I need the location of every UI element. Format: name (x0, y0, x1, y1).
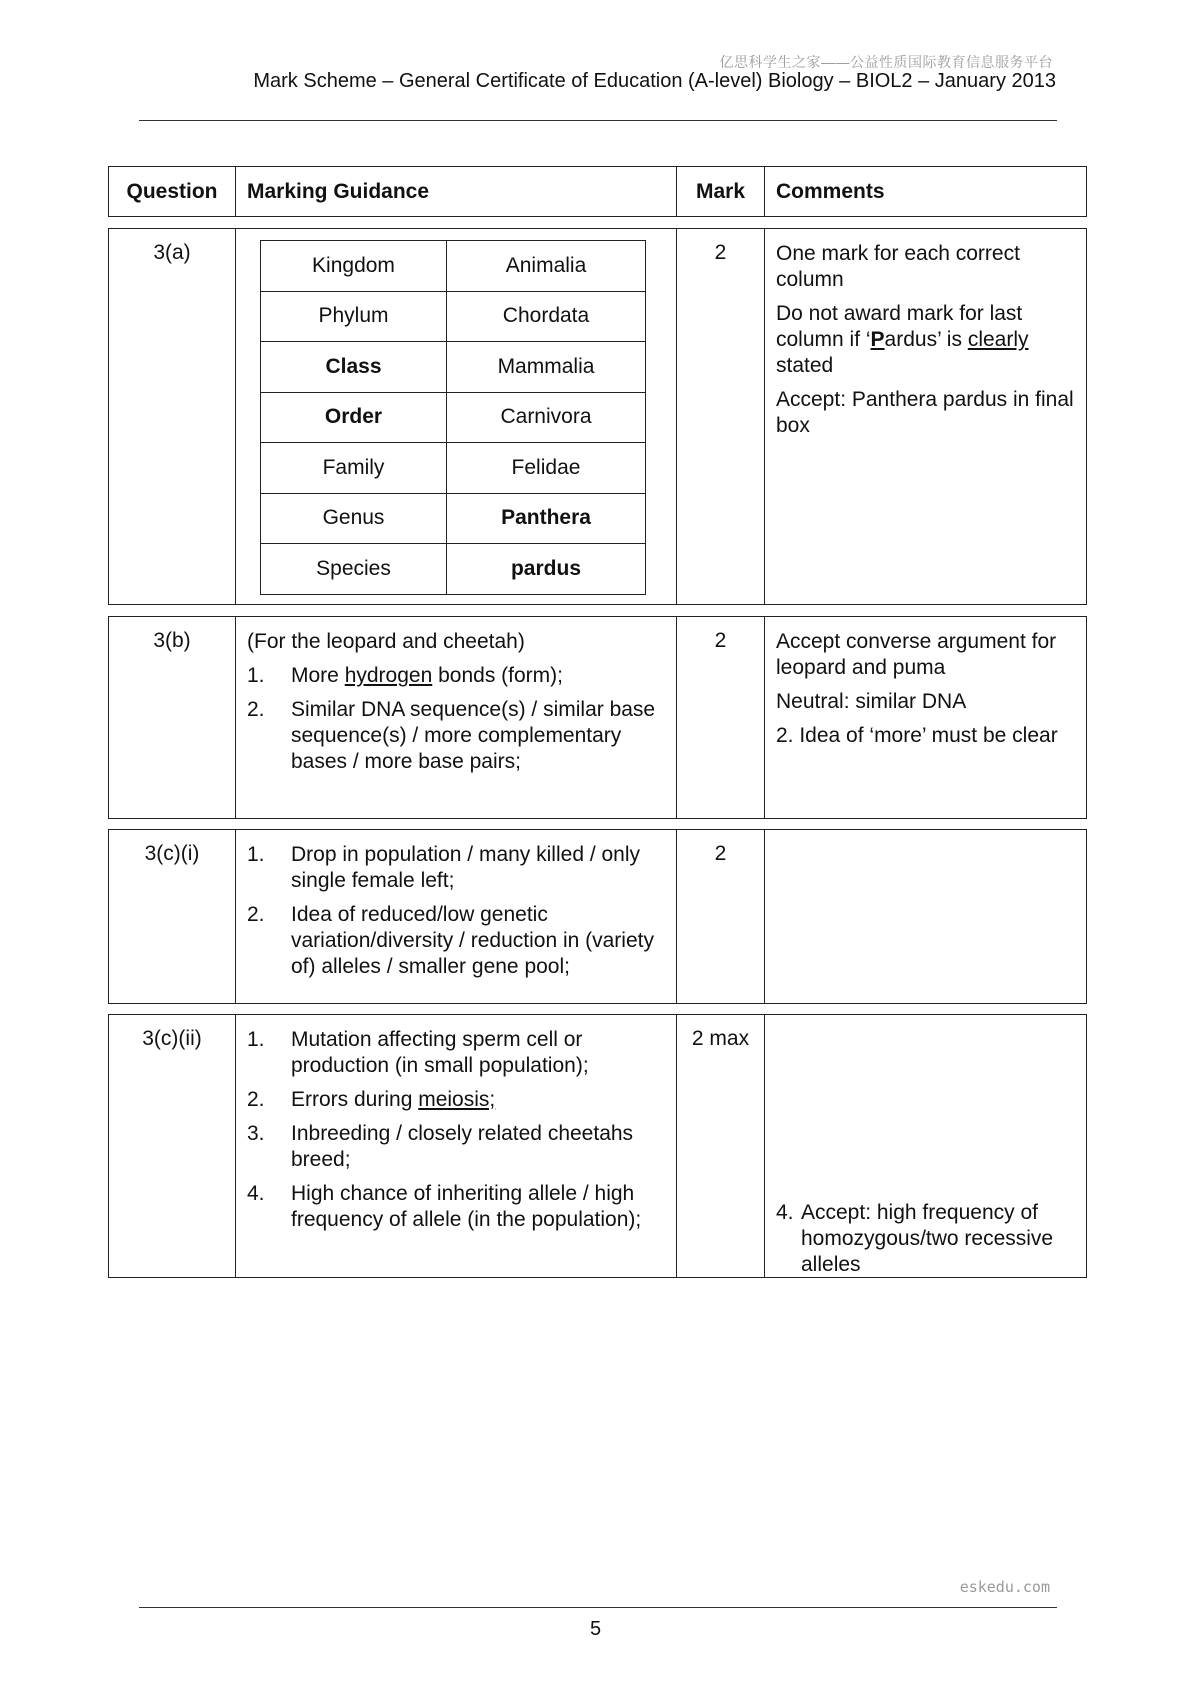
rank-cell: Phylum (261, 291, 447, 342)
taxon-cell: Animalia (447, 241, 646, 292)
rank-cell: Genus (261, 493, 447, 544)
list-item: 2. Errors during meiosis; (247, 1088, 496, 1111)
question-row-3cii (108, 1014, 1087, 1278)
question-number: 3(c)(i) (109, 830, 236, 1003)
question-row-3a (108, 228, 1087, 605)
table-row (261, 493, 646, 544)
taxonomy-table (260, 240, 646, 595)
table-header-row (108, 166, 1087, 217)
comments-cell (765, 830, 1086, 1003)
question-number: 3(c)(ii) (109, 1015, 236, 1277)
taxon-cell: Carnivora (447, 392, 646, 443)
comment-text: 2. Idea of ‘more’ must be clear (776, 724, 1058, 747)
question-row-3ci (108, 829, 1087, 1004)
list-item: 2. Similar DNA sequence(s) / similar base sequence(s) / more complementary bases / more base pairs; (247, 698, 656, 773)
question-number: 3(b) (109, 617, 236, 818)
rank-cell: Kingdom (261, 241, 447, 292)
question-number: 3(a) (109, 229, 236, 604)
taxon-cell: Chordata (447, 291, 646, 342)
rank-cell: Family (261, 443, 447, 494)
table-row (261, 241, 646, 292)
rank-cell: Order (261, 392, 447, 443)
mark-value: 2 (677, 830, 765, 1003)
page-number: 5 (589, 1618, 602, 1640)
table-row (261, 291, 646, 342)
mark-value: 2 (677, 229, 765, 604)
rank-cell: Class (261, 342, 447, 393)
comments-cell (765, 1015, 1086, 1277)
taxon-cell: Mammalia (447, 342, 646, 393)
taxon-cell: Felidae (447, 443, 646, 494)
guidance-intro: (For the leopard and cheetah) (247, 630, 525, 653)
header-mark: Mark (677, 167, 765, 216)
list-item: 1. Mutation affecting sperm cell or production (in small population); (247, 1028, 589, 1077)
comment-text: One mark for each correct column (776, 242, 1020, 291)
document-header-title: Mark Scheme – General Certificate of Education (A-level) Biology – BIOL2 – January 2013 (253, 70, 1056, 92)
list-item: 2. Idea of reduced/low genetic variation/diversity / reduction in (variety of) alleles / smaller gene pool; (247, 903, 654, 978)
comments-cell (765, 617, 1086, 818)
comment-text: 4. Accept: high frequency of homozygous/two recessive alleles (776, 1201, 1054, 1276)
mark-value: 2 max (677, 1015, 765, 1277)
table-row (261, 392, 646, 443)
taxon-cell: Panthera (447, 493, 646, 544)
comment-text: Do not award mark for last column if ‘Pardus’ is clearly stated (776, 302, 1029, 377)
taxon-cell: pardus (447, 544, 646, 595)
comment-text: Accept converse argument for leopard and puma (776, 630, 1057, 679)
marking-guidance (236, 229, 677, 604)
comment-text: Neutral: similar DNA (776, 690, 967, 713)
header-comments: Comments (776, 180, 885, 203)
comments-cell (765, 229, 1086, 604)
table-row (261, 342, 646, 393)
list-item: 1. More hydrogen bonds (form); (247, 664, 563, 687)
header-watermark: 亿思科学生之家——公益性质国际教育信息服务平台 (719, 54, 1053, 70)
marking-guidance (236, 830, 677, 1003)
header-divider (139, 120, 1057, 121)
footer-watermark: eskedu.com (959, 1578, 1050, 1596)
question-row-3b (108, 616, 1087, 819)
table-row (261, 544, 646, 595)
table-row (261, 443, 646, 494)
list-item: 1. Drop in population / many killed / only single female left; (247, 843, 641, 892)
header-question: Question (109, 167, 236, 216)
marking-guidance (236, 1015, 677, 1277)
comment-text: Accept: Panthera pardus in final box (776, 388, 1074, 437)
rank-cell: Species (261, 544, 447, 595)
list-item: 3. Inbreeding / closely related cheetahs breed; (247, 1122, 634, 1171)
mark-value: 2 (677, 617, 765, 818)
header-marking-guidance: Marking Guidance (236, 167, 677, 216)
marking-guidance (236, 617, 677, 818)
footer-divider (139, 1607, 1057, 1608)
list-item: 4. High chance of inheriting allele / high frequency of allele (in the population); (247, 1182, 642, 1231)
